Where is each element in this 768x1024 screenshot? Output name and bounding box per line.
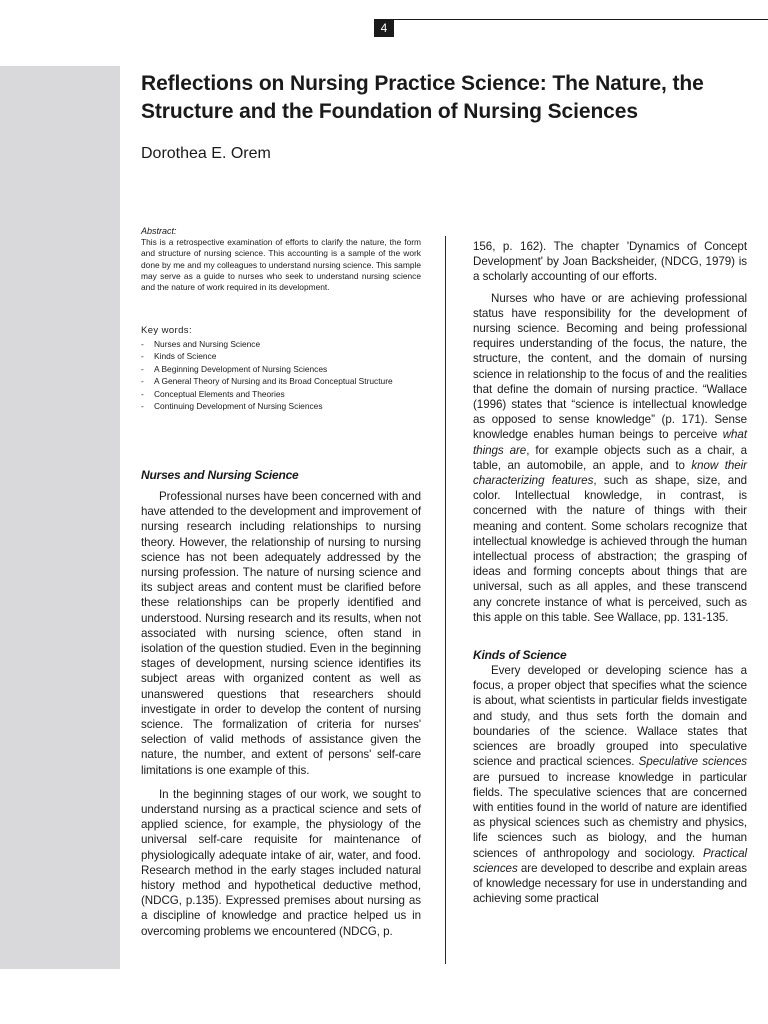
keyword-item: - Conceptual Elements and Theories — [141, 388, 421, 401]
paragraph: In the beginning stages of our work, we sought to understand nursing as a practical science and sets of applied science, for example, the physiology of the universal self-care requisite for maintenance of physiologically adequate intake of air, water, and food. Research method in the early stages included natural history method and hypothetical deductive method, (NDCG, p.135). Expressed premises about nursing as a discipline of knowledge and practice helped us in overcoming problems we encountered (NDCG, p. — [141, 787, 421, 938]
keyword-item: - A Beginning Development of Nursing Sciences — [141, 363, 421, 376]
section-heading-nurses: Nurses and Nursing Science — [141, 468, 299, 482]
column-divider — [445, 236, 446, 964]
header-rule — [394, 19, 768, 20]
paragraph: Professional nurses have been concerned with and have attended to the development and improvement of nursing research including relationships to nursing theory. However, the relationship of nursing to nursing science has not been adequately addressed by the nursing profession. The nature of nursing science and its subject areas and content must be clarified before these relationships can be properly identified and understood. Nursing research and its results, when not associated with nursing science, often stand in isolation of the question studied. Even in the beginning stages of development, nursing science identifies its subject areas with organized content as well as unanswered questions that researchers should investigate in order to develop the content of nursing science. The formalization of criteria for nurses' selection of valid methods of assistance given the nature, the number, and extent of persons' self-care limitations is one example of this. — [141, 490, 421, 777]
paragraph: Every developed or developing science has a focus, a proper object that specifies what the science is about, what scientists in particular fields investigate and study, and thus sets forth the domain and boundaries of the science. Wallace states that sciences are broadly grouped into speculative science and practical sciences. Speculative sciences are pursued to increase knowledge in particular fields. The speculative sciences that are concerned with entities found in the world of nature are identified as physical sciences such as chemistry and physics, life sciences such as biology, and the human sciences of anthropology and sociology. Practical sciences are developed to describe and explain areas of knowledge necessary for use in understanding and achieving some practical — [473, 664, 747, 906]
keywords-label: Key words: — [141, 325, 192, 336]
article-author: Dorothea E. Orem — [141, 145, 271, 162]
abstract-block — [141, 226, 421, 293]
article-title: Reflections on Nursing Practice Science: The Nature, the Structure and the Foundation of Nursing Sciences — [141, 72, 704, 123]
keyword-item: - Kinds of Science — [141, 350, 421, 363]
right-column — [473, 239, 747, 906]
keyword-item: - Continuing Development of Nursing Sciences — [141, 400, 421, 413]
paragraph: 156, p. 162). The chapter 'Dynamics of Concept Development' by Joan Backsheider, (NDCG, 1979) is a scholarly accounting of our efforts. — [473, 240, 747, 284]
page-number: 4 — [374, 19, 394, 37]
keywords-block — [141, 325, 421, 413]
abstract-label: Abstract: — [141, 226, 177, 236]
abstract-text: This is a retrospective examination of efforts to clarify the nature, the form and structure of nursing science. This accounting is a sample of the work done by me and my colleagues to understand nursing science. This sample may serve as a guide to nurses who seek to understand nursing science and the nature of work required in its development. — [141, 237, 421, 293]
left-column — [141, 468, 421, 939]
side-margin-bar — [0, 66, 120, 969]
keyword-item: - A General Theory of Nursing and its Broad Conceptual Structure — [141, 375, 421, 388]
keywords-list — [141, 338, 421, 413]
keyword-item: - Nurses and Nursing Science — [141, 338, 421, 351]
paragraph: Nurses who have or are achieving professional status have responsibility for the development of nursing science. Becoming and being professional requires understanding of the focus, the nature, the structure, the content, and the domain of nursing science in relationship to the focus of and the realities that define the domain of nursing practice. “Wallace (1996) states that “science is intellectual knowledge as opposed to sense knowledge” (p. 171). Sense knowledge enables human beings to perceive what things are, for example objects such as a chair, a table, an automobile, an apple, and to know their characterizing features, such as shape, size, and color. Intellectual knowledge, in contrast, is concerned with the nature of things with their meaning and content. Some scholars recognize that intellectual knowledge is achieved through the human intellectual process of abstraction; the grasping of ideas and forming concepts about things that are universal, such as all apples, and these transcend any concrete instance of what is perceived, such as this apple on this table. See Wallace, pp. 131-135. — [473, 291, 747, 624]
section-heading-kinds: Kinds of Science — [473, 648, 567, 663]
